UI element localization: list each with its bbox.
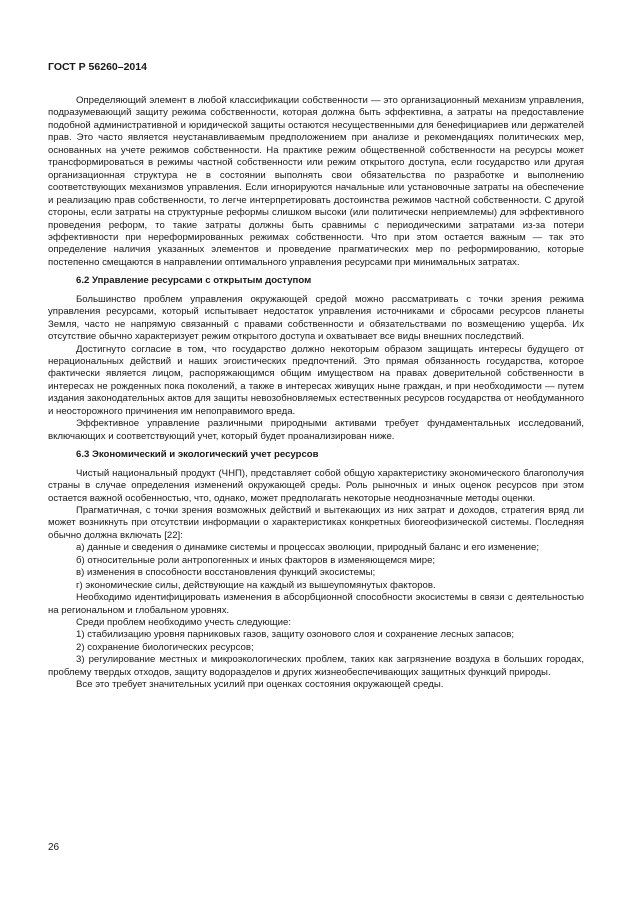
list-item: г) экономические силы, действующие на каждый из вышеупомянутых факторов. [76,579,436,591]
paragraph: Среди проблем необходимо учесть следующие: [76,617,291,629]
paragraph: Большинство проблем управления окружающей средой можно рассматривать с точки зрения режима управления ресурсами, который испытывает недостаток управления источниками и сбросами ресурсов планеты Земля, часто не напрямую связанный с правами собственности и обязательствами по возмещению ущерба. Их отсутствие обычно характеризует режим открытого доступа и охватывает все виды внешних последствий. [48,293,584,343]
paragraph: Эффективное управление различными природными активами требует фундаментальных исследований, включающих и соответствующий учет, который будет проанализирован ниже. [48,418,584,442]
page-number: 26 [48,842,60,853]
paragraph: Чистый национальный продукт (ЧНП), представляет собой общую характеристику экономического благополучия страны в случае определения изменений окружающей среды. Роль рыночных и иных оценок ресурсов при этом остается важной особенностью, что, однако, может предполагать некоторые неоднозначные методы оценки. [48,467,584,504]
section-heading: 6.2 Управление ресурсами с открытым доступом [76,275,312,287]
paragraph: Достигнуто согласие в том, что государство должно некоторым образом защищать интересы будущего от нерациональных действий и наших эгоистических предпочтений. Это прямая обязанность государства, которое фактически является лицом, распоряжающимся общим имуществом на правах доверительной собственности в интересах не рожденных пока поколений, а также в интересах живущих ныне граждан, и при необходимости — путем издания законодательных актов для защиты невозобновляемых естественных ресурсов государства от необдуманного и неосторожного причинения им непоправимого вреда. [48,343,584,417]
list-item: 2) сохранение биологических ресурсов; [76,641,254,653]
document-header: ГОСТ Р 56260–2014 [48,61,147,73]
list-item: 1) стабилизацию уровня парниковых газов, защиту озонового слоя и сохранение лесных запасов; [76,629,515,641]
list-item: в) изменения в способности восстановления функций экосистемы; [76,567,376,579]
paragraph: Прагматичная, с точки зрения возможных действий и вытекающих из них затрат и доходов, стратегия вряд ли может возникнуть при отсутствии информации о характеристиках конкретных биогеофизической системы. Последняя обычно должна включать [22]: [48,504,584,541]
list-item: 3) регулирование местных и микроэкологических проблем, таких как загрязнение воздуха в больших городах, проблему твердых отходов, защиту водоразделов и других жизнеобеспечивающих защитных функций природы. [48,654,584,678]
paragraph: Определяющий элемент в любой классификации собственности — это организационный механизм управления, подразумевающий защиту режима собственности, которая должна быть эффективна, а затраты на предоставление подобной административной и юридической защиты остаются несущественными для бенефициариев или держателей прав. Это часто является неустанавливаемым предположением при анализе и рекомендациях политических мер, основанных на учете режимов собственности. На практике режим общественной собственности на ресурсы может трансформироваться в режимы частной собственности или режим открытого доступа, если государство или другая организационная структура не в состоянии выполнять свои обязательства по разработке и выполнению соответствующих механизмов управления. Если игнорируются начальные или установочные затраты на обеспечение и реализацию прав собственности, то легче интерпретировать достоинства режимов частной собственности. С другой стороны, если затраты на структурные реформы слишком высоки (или политически неприемлемы) для эффективного проведения реформ, то такие затраты должны быть сравнимы с периодическими затратами из-за потери эффективности при нереформированных режимах собственности. Что при этом остается важным — так это определение наличия указанных элементов и проведение прагматических мер по реформированию, которые постепенно смещаются в направлении оптимального управления ресурсами при минимальных затратах. [48,95,584,268]
paragraph: Необходимо идентифицировать изменения в абсорбционной способности экосистемы в связи с деятельностью на региональном и глобальном уровнях. [48,592,584,616]
paragraph: Все это требует значительных усилий при оценках состояния окружающей среды. [76,679,444,691]
document-body [48,95,584,692]
section-heading: 6.3 Экономический и экологический учет ресурсов [76,449,319,461]
list-item: а) данные и сведения о динамике системы и процессах эволюции, природный баланс и его изменение; [76,542,540,554]
list-item: б) относительные роли антропогенных и иных факторов в изменяющемся мире; [76,554,436,566]
